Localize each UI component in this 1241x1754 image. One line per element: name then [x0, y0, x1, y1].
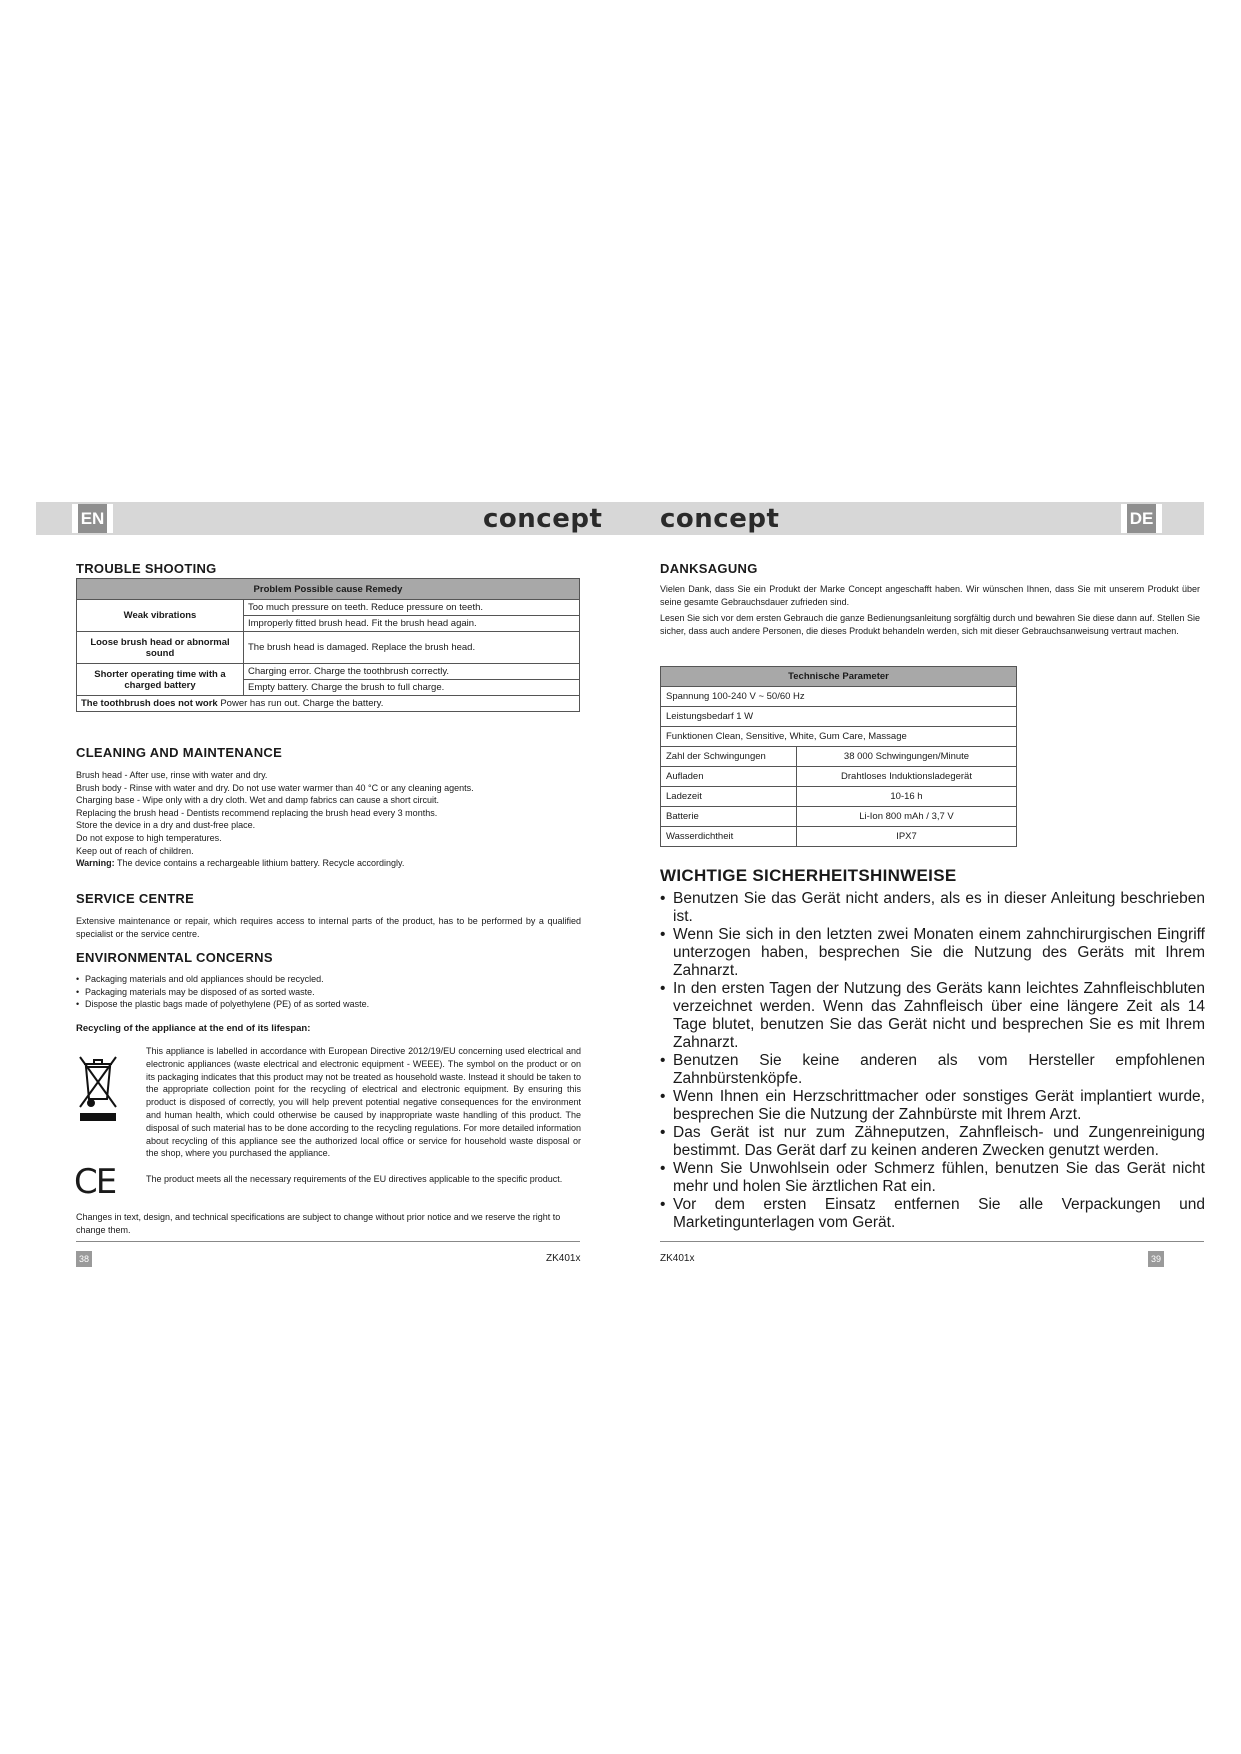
header-separator [107, 504, 113, 533]
param-label: Aufladen [661, 767, 797, 787]
cause-cell: Empty battery. Charge the brush to full charge. [244, 680, 580, 696]
cleaning-text [76, 769, 581, 870]
cleaning-title: CLEANING AND MAINTENANCE [76, 745, 283, 760]
language-badge: DE [1127, 504, 1156, 533]
cleaning-line: Charging base - Wipe only with a dry cloth. Wet and damp fabrics can cause a short circuit. [76, 795, 440, 806]
problem-cell: Weak vibrations [77, 600, 244, 632]
table-row [661, 807, 1017, 827]
cleaning-line: Do not expose to high temperatures. [76, 832, 222, 843]
header-separator [1156, 504, 1162, 533]
table-header: Problem Possible cause Remedy [77, 579, 580, 600]
trouble-shooting-title: TROUBLE SHOOTING [76, 561, 217, 576]
list-item: • In den ersten Tagen der Nutzung des Geräts kann leichtes Zahnfleischbluten verzeichnet werden. Wenn das Zahnfleisch über eine längere Zeit als 14 Tage blutet, benutzen Sie das Gerät nicht und besprechen Sie es mit Ihrem Zahnarzt. [660, 980, 1205, 1052]
table-header: Technische Parameter [661, 667, 1017, 687]
recycling-title: Recycling of the appliance at the end of its lifespan: [76, 1023, 311, 1034]
param-label: Ladezeit [661, 787, 797, 807]
warning-label: Warning: [76, 858, 115, 869]
list-item: • Packaging materials may be disposed of as sorted waste. [76, 986, 369, 999]
brand-logo: concept [660, 504, 780, 534]
changes-notice: Changes in text, design, and technical specifications are subject to change without prior notice and we reserve the right to change them. [76, 1212, 561, 1235]
param-value: 10-16 h [797, 787, 1017, 807]
param-label: Zahl der Schwingungen [661, 747, 797, 767]
page-number: 38 [76, 1251, 92, 1267]
list-item: • Das Gerät ist nur zum Zähneputzen, Zahnfleisch- und Zungenreinigung bestimmt. Das Gerät darf zu keinen anderen Zwecken genutzt werden. [660, 1124, 1205, 1160]
param-value: Li-Ion 800 mAh / 3,7 V [797, 807, 1017, 827]
left-page [0, 0, 620, 1754]
table-row [661, 727, 1017, 747]
table-last-row [77, 696, 580, 712]
param-label: Batterie [661, 807, 797, 827]
problem-cell: The toothbrush does not work [81, 698, 218, 709]
problem-cell: Loose brush head or abnormal sound [77, 632, 244, 664]
cause-cell: Power has run out. Charge the battery. [220, 698, 384, 709]
list-item: • Benutzen Sie das Gerät nicht anders, als es in dieser Anleitung beschrieben ist. [660, 890, 1205, 926]
table-row [77, 600, 580, 616]
safety-title: WICHTIGE SICHERHEITSHINWEISE [660, 866, 957, 885]
table-row [661, 707, 1017, 727]
cause-cell: The brush head is damaged. Replace the brush head. [244, 632, 580, 664]
service-title: SERVICE CENTRE [76, 891, 195, 906]
thanks-paragraph-2: Lesen Sie sich vor dem ersten Gebrauch die ganze Bedienungsanleitung sorgfältig durch und bewahren Sie diese dann auf. Stellen Sie sicher, dass auch andere Personen, die dieses Produkt behandeln werden, sich mit dieser Gebrauchsanweisung vertraut machen. [660, 613, 1200, 636]
list-item: • Wenn Sie sich in den letzten zwei Monaten einem zahnchirurgischen Eingriff unterzogen haben, besprechen Sie die Nutzung des Geräts mit Ihrem Zahnarzt. [660, 926, 1205, 980]
brand-logo: concept [483, 504, 603, 534]
param-value: IPX7 [797, 827, 1017, 847]
list-item: • Wenn Ihnen ein Herzschrittmacher oder sonstiges Gerät implantiert wurde, besprechen Sie die Nutzung der Zahnbürste mit Ihrem Arzt. [660, 1088, 1205, 1124]
right-page [620, 0, 1241, 1754]
table-row [661, 747, 1017, 767]
table-row [661, 687, 1017, 707]
thanks-title: DANKSAGUNG [660, 561, 758, 576]
weee-text: This appliance is labelled in accordance with European Directive 2012/19/EU concerning used electrical and electronic appliances (waste electrical and electronic equipment - WEEE). The symbol on the product or on its packaging indicates that this product may not be treated as household waste. Instead it should be taken to the appropriate collection point for the recycling of electrical and electronic equipment. By ensuring this product is disposed of correctly, you will help prevent potential negative consequences for the environment and human health, which could otherwise be caused by inappropriate waste handling of this product. The disposal of such material has to be done according to the recycling regulations. For more detailed information about recycling of this appliance see the authorized local office or service for household waste disposal or the shop, where you purchased the appliance. [146, 1046, 581, 1159]
cause-cell: Improperly fitted brush head. Fit the brush head again. [244, 616, 580, 632]
cleaning-line: Brush head - After use, rinse with water and dry. [76, 770, 268, 780]
problem-cell: Shorter operating time with a charged battery [77, 664, 244, 696]
param-value: 38 000 Schwingungen/Minute [797, 747, 1017, 767]
language-badge: EN [78, 504, 107, 533]
footer-divider [76, 1241, 580, 1242]
environment-list [76, 973, 369, 1011]
list-item: • Dispose the plastic bags made of polyethylene (PE) of as sorted waste. [76, 998, 369, 1011]
warning-line [76, 857, 581, 870]
param-cell: Funktionen Clean, Sensitive, White, Gum Care, Massage [661, 727, 1017, 747]
cause-cell: Charging error. Charge the toothbrush correctly. [244, 664, 580, 680]
table-row [77, 632, 580, 664]
model-number: ZK401x [546, 1253, 581, 1264]
weee-bin-icon [76, 1055, 120, 1123]
param-cell: Spannung 100-240 V ~ 50/60 Hz [661, 687, 1017, 707]
footer-divider [660, 1241, 1204, 1242]
table-row [661, 827, 1017, 847]
list-item: • Benutzen Sie keine anderen als vom Hersteller empfohlenen Zahnbürstenköpfe. [660, 1052, 1205, 1088]
technical-parameters-table [660, 666, 1017, 847]
param-label: Wasserdichtheit [661, 827, 797, 847]
list-item: • Vor dem ersten Einsatz entfernen Sie alle Verpackungen und Marketingunterlagen vom Gerät. [660, 1196, 1205, 1232]
warning-text: The device contains a rechargeable lithium battery. Recycle accordingly. [117, 858, 405, 869]
thanks-paragraph-1: Vielen Dank, dass Sie ein Produkt der Marke Concept angeschafft haben. Wir wünschen Ihnen, dass Sie mit unserem Produkt über seine gesamte Gebrauchsdauer zufrieden sind. [660, 584, 1200, 607]
param-value: Drahtloses Induktionsladegerät [797, 767, 1017, 787]
table-row [77, 664, 580, 680]
environment-title: ENVIRONMENTAL CONCERNS [76, 950, 273, 965]
ce-text: The product meets all the necessary requirements of the EU directives applicable to the specific product. [146, 1174, 563, 1184]
trouble-shooting-table [76, 578, 580, 712]
param-cell: Leistungsbedarf 1 W [661, 707, 1017, 727]
page-number: 39 [1148, 1251, 1164, 1267]
safety-list [660, 890, 1205, 1232]
list-item: • Wenn Sie Unwohlsein oder Schmerz fühlen, benutzen Sie das Gerät nicht mehr und holen Sie ärztlichen Rat ein. [660, 1160, 1205, 1196]
list-item: • Packaging materials and old appliances should be recycled. [76, 973, 369, 986]
ce-mark-icon: CE [74, 1162, 116, 1202]
service-text: Extensive maintenance or repair, which requires access to internal parts of the product, has to be performed by a qualified specialist or the service centre. [76, 916, 581, 939]
table-row [661, 767, 1017, 787]
cleaning-line: Replacing the brush head - Dentists recommend replacing the brush head every 3 months. [76, 807, 438, 818]
cleaning-line: Brush body - Rinse with water and dry. Do not use water warmer than 40 °C or any cleaning agents. [76, 782, 474, 793]
cleaning-line: Keep out of reach of children. [76, 845, 194, 856]
cleaning-line: Store the device in a dry and dust-free place. [76, 820, 256, 831]
cause-cell: Too much pressure on teeth. Reduce pressure on teeth. [244, 600, 580, 616]
model-number: ZK401x [660, 1253, 695, 1264]
table-row [77, 696, 580, 712]
table-row [661, 787, 1017, 807]
